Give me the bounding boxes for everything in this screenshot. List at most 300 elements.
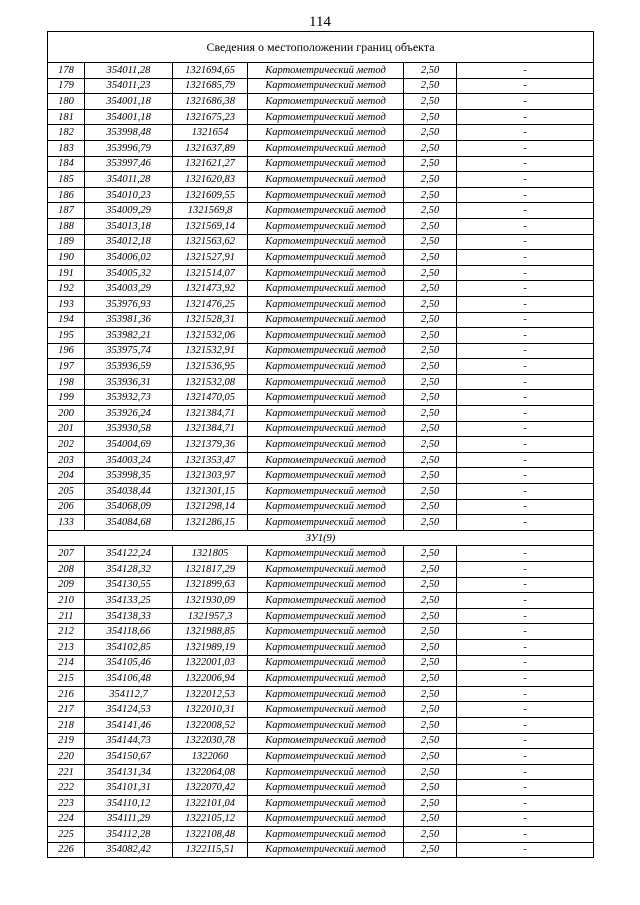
coord-y-cell: 1321527,91	[173, 250, 248, 266]
description-cell: -	[457, 624, 594, 640]
point-number-cell: 213	[48, 639, 85, 655]
coord-x-cell: 354004,69	[85, 437, 173, 453]
accuracy-cell: 2,50	[404, 733, 457, 749]
table-row	[48, 250, 594, 266]
method-cell: Картометрический метод	[248, 717, 404, 733]
point-number-cell: 211	[48, 608, 85, 624]
description-cell: -	[457, 63, 594, 79]
coord-x-cell: 353981,36	[85, 312, 173, 328]
table-row	[48, 94, 594, 110]
method-cell: Картометрический метод	[248, 577, 404, 593]
point-number-cell: 223	[48, 795, 85, 811]
accuracy-cell: 2,50	[404, 546, 457, 562]
description-cell: -	[457, 312, 594, 328]
coord-y-cell: 1321473,92	[173, 281, 248, 297]
coord-x-cell: 354124,53	[85, 702, 173, 718]
accuracy-cell: 2,50	[404, 250, 457, 266]
coord-y-cell: 1321569,14	[173, 218, 248, 234]
coord-y-cell: 1321563,62	[173, 234, 248, 250]
coord-x-cell: 354131,34	[85, 764, 173, 780]
method-cell: Картометрический метод	[248, 749, 404, 765]
description-cell: -	[457, 218, 594, 234]
accuracy-cell: 2,50	[404, 468, 457, 484]
table-row	[48, 749, 594, 765]
coord-y-cell: 1321536,95	[173, 359, 248, 375]
table-row	[48, 281, 594, 297]
method-cell: Картометрический метод	[248, 109, 404, 125]
table-title-row	[48, 32, 594, 63]
point-number-cell: 182	[48, 125, 85, 141]
coord-x-cell: 354001,18	[85, 109, 173, 125]
description-cell: -	[457, 203, 594, 219]
description-cell: -	[457, 827, 594, 843]
accuracy-cell: 2,50	[404, 125, 457, 141]
table-row	[48, 655, 594, 671]
coord-y-cell: 1321303,97	[173, 468, 248, 484]
coord-x-cell: 354011,28	[85, 63, 173, 79]
coord-x-cell: 354138,33	[85, 608, 173, 624]
method-cell: Картометрический метод	[248, 624, 404, 640]
point-number-cell: 179	[48, 78, 85, 94]
table-row	[48, 374, 594, 390]
point-number-cell: 180	[48, 94, 85, 110]
table-row	[48, 484, 594, 500]
coord-x-cell: 353936,59	[85, 359, 173, 375]
coord-y-cell: 1322001,03	[173, 655, 248, 671]
method-cell: Картометрический метод	[248, 328, 404, 344]
point-number-cell: 183	[48, 140, 85, 156]
coord-y-cell: 1321654	[173, 125, 248, 141]
point-number-cell: 203	[48, 452, 85, 468]
coord-y-cell: 1321476,25	[173, 296, 248, 312]
method-cell: Картометрический метод	[248, 468, 404, 484]
coord-x-cell: 353996,79	[85, 140, 173, 156]
description-cell: -	[457, 406, 594, 422]
accuracy-cell: 2,50	[404, 109, 457, 125]
table-row	[48, 78, 594, 94]
method-cell: Картометрический метод	[248, 655, 404, 671]
method-cell: Картометрический метод	[248, 593, 404, 609]
description-cell: -	[457, 842, 594, 858]
point-number-cell: 197	[48, 359, 85, 375]
coord-y-cell: 1322105,12	[173, 811, 248, 827]
method-cell: Картометрический метод	[248, 421, 404, 437]
accuracy-cell: 2,50	[404, 343, 457, 359]
method-cell: Картометрический метод	[248, 608, 404, 624]
method-cell: Картометрический метод	[248, 733, 404, 749]
coord-x-cell: 354068,09	[85, 499, 173, 515]
coord-x-cell: 354105,46	[85, 655, 173, 671]
accuracy-cell: 2,50	[404, 608, 457, 624]
coord-y-cell: 1321817,29	[173, 562, 248, 578]
coord-x-cell: 354001,18	[85, 94, 173, 110]
accuracy-cell: 2,50	[404, 655, 457, 671]
table-row	[48, 140, 594, 156]
table-row	[48, 312, 594, 328]
coord-y-cell: 1322064,08	[173, 764, 248, 780]
table-row	[48, 827, 594, 843]
table-row	[48, 764, 594, 780]
coord-y-cell: 1321609,55	[173, 187, 248, 203]
point-number-cell: 195	[48, 328, 85, 344]
point-number-cell: 186	[48, 187, 85, 203]
coord-x-cell: 353976,93	[85, 296, 173, 312]
coord-x-cell: 354010,23	[85, 187, 173, 203]
coord-y-cell: 1321685,79	[173, 78, 248, 94]
point-number-cell: 188	[48, 218, 85, 234]
method-cell: Картометрический метод	[248, 156, 404, 172]
accuracy-cell: 2,50	[404, 172, 457, 188]
point-number-cell: 198	[48, 374, 85, 390]
table-row	[48, 608, 594, 624]
method-cell: Картометрический метод	[248, 686, 404, 702]
method-cell: Картометрический метод	[248, 515, 404, 531]
accuracy-cell: 2,50	[404, 406, 457, 422]
coord-y-cell: 1321675,23	[173, 109, 248, 125]
description-cell: -	[457, 265, 594, 281]
coord-x-cell: 353997,46	[85, 156, 173, 172]
coord-y-cell: 1322070,42	[173, 780, 248, 796]
method-cell: Картометрический метод	[248, 639, 404, 655]
description-cell: -	[457, 172, 594, 188]
table-row	[48, 702, 594, 718]
description-cell: -	[457, 109, 594, 125]
accuracy-cell: 2,50	[404, 749, 457, 765]
point-number-cell: 216	[48, 686, 85, 702]
point-number-cell: 178	[48, 63, 85, 79]
point-number-cell: 181	[48, 109, 85, 125]
table-row	[48, 63, 594, 79]
coord-x-cell: 353936,31	[85, 374, 173, 390]
coord-x-cell: 354118,66	[85, 624, 173, 640]
method-cell: Картометрический метод	[248, 187, 404, 203]
method-cell: Картометрический метод	[248, 265, 404, 281]
point-number-cell: 214	[48, 655, 85, 671]
coord-y-cell: 1322008,52	[173, 717, 248, 733]
point-number-cell: 199	[48, 390, 85, 406]
coord-y-cell: 1322060	[173, 749, 248, 765]
accuracy-cell: 2,50	[404, 421, 457, 437]
boundary-coordinates-table	[47, 31, 594, 858]
description-cell: -	[457, 702, 594, 718]
table-row	[48, 515, 594, 531]
section-row	[48, 530, 594, 546]
point-number-cell: 204	[48, 468, 85, 484]
accuracy-cell: 2,50	[404, 94, 457, 110]
description-cell: -	[457, 764, 594, 780]
accuracy-cell: 2,50	[404, 281, 457, 297]
table-row	[48, 421, 594, 437]
point-number-cell: 218	[48, 717, 85, 733]
point-number-cell: 196	[48, 343, 85, 359]
method-cell: Картометрический метод	[248, 452, 404, 468]
accuracy-cell: 2,50	[404, 187, 457, 203]
description-cell: -	[457, 421, 594, 437]
coord-y-cell: 1322030,78	[173, 733, 248, 749]
coord-y-cell: 1321621,27	[173, 156, 248, 172]
method-cell: Картометрический метод	[248, 63, 404, 79]
accuracy-cell: 2,50	[404, 515, 457, 531]
point-number-cell: 184	[48, 156, 85, 172]
coord-x-cell: 353926,24	[85, 406, 173, 422]
point-number-cell: 201	[48, 421, 85, 437]
method-cell: Картометрический метод	[248, 250, 404, 266]
accuracy-cell: 2,50	[404, 671, 457, 687]
coord-x-cell: 353930,58	[85, 421, 173, 437]
description-cell: -	[457, 593, 594, 609]
method-cell: Картометрический метод	[248, 281, 404, 297]
table-row	[48, 468, 594, 484]
table-row	[48, 265, 594, 281]
description-cell: -	[457, 686, 594, 702]
method-cell: Картометрический метод	[248, 374, 404, 390]
description-cell: -	[457, 359, 594, 375]
table-row	[48, 156, 594, 172]
coord-x-cell: 354011,28	[85, 172, 173, 188]
section-label: ЗУ1(9)	[48, 530, 594, 546]
method-cell: Картометрический метод	[248, 390, 404, 406]
coord-y-cell: 1321988,85	[173, 624, 248, 640]
table-row	[48, 780, 594, 796]
accuracy-cell: 2,50	[404, 390, 457, 406]
point-number-cell: 220	[48, 749, 85, 765]
table-row	[48, 811, 594, 827]
table-row	[48, 406, 594, 422]
description-cell: -	[457, 468, 594, 484]
method-cell: Картометрический метод	[248, 671, 404, 687]
table-row	[48, 562, 594, 578]
point-number-cell: 205	[48, 484, 85, 500]
point-number-cell: 209	[48, 577, 85, 593]
point-number-cell: 133	[48, 515, 85, 531]
coord-x-cell: 354112,28	[85, 827, 173, 843]
coord-x-cell: 353975,74	[85, 343, 173, 359]
table-row	[48, 624, 594, 640]
accuracy-cell: 2,50	[404, 312, 457, 328]
coord-x-cell: 354101,31	[85, 780, 173, 796]
accuracy-cell: 2,50	[404, 842, 457, 858]
coord-y-cell: 1321379,36	[173, 437, 248, 453]
table-row	[48, 795, 594, 811]
point-number-cell: 191	[48, 265, 85, 281]
coord-x-cell: 354128,32	[85, 562, 173, 578]
point-number-cell: 215	[48, 671, 85, 687]
description-cell: -	[457, 749, 594, 765]
coord-y-cell: 1322108,48	[173, 827, 248, 843]
accuracy-cell: 2,50	[404, 484, 457, 500]
accuracy-cell: 2,50	[404, 624, 457, 640]
table-row	[48, 842, 594, 858]
accuracy-cell: 2,50	[404, 780, 457, 796]
method-cell: Картометрический метод	[248, 78, 404, 94]
coord-y-cell: 1322012,53	[173, 686, 248, 702]
coord-x-cell: 353982,21	[85, 328, 173, 344]
description-cell: -	[457, 562, 594, 578]
description-cell: -	[457, 733, 594, 749]
accuracy-cell: 2,50	[404, 795, 457, 811]
point-number-cell: 194	[48, 312, 85, 328]
method-cell: Картометрический метод	[248, 234, 404, 250]
point-number-cell: 222	[48, 780, 85, 796]
description-cell: -	[457, 328, 594, 344]
description-cell: -	[457, 437, 594, 453]
accuracy-cell: 2,50	[404, 296, 457, 312]
accuracy-cell: 2,50	[404, 156, 457, 172]
point-number-cell: 210	[48, 593, 85, 609]
description-cell: -	[457, 515, 594, 531]
coord-x-cell: 354122,24	[85, 546, 173, 562]
method-cell: Картометрический метод	[248, 437, 404, 453]
point-number-cell: 206	[48, 499, 85, 515]
coord-y-cell: 1321899,63	[173, 577, 248, 593]
description-cell: -	[457, 187, 594, 203]
description-cell: -	[457, 250, 594, 266]
method-cell: Картометрический метод	[248, 484, 404, 500]
coord-y-cell: 1321930,09	[173, 593, 248, 609]
table-row	[48, 733, 594, 749]
point-number-cell: 212	[48, 624, 85, 640]
point-number-cell: 221	[48, 764, 85, 780]
coord-x-cell: 354006,02	[85, 250, 173, 266]
point-number-cell: 200	[48, 406, 85, 422]
coord-x-cell: 353998,35	[85, 468, 173, 484]
coord-y-cell: 1321569,8	[173, 203, 248, 219]
table-row	[48, 125, 594, 141]
description-cell: -	[457, 484, 594, 500]
coord-x-cell: 354133,25	[85, 593, 173, 609]
coord-x-cell: 354111,29	[85, 811, 173, 827]
point-number-cell: 189	[48, 234, 85, 250]
table-row	[48, 296, 594, 312]
method-cell: Картометрический метод	[248, 296, 404, 312]
table-row	[48, 234, 594, 250]
description-cell: -	[457, 343, 594, 359]
coord-y-cell: 1321637,89	[173, 140, 248, 156]
point-number-cell: 219	[48, 733, 85, 749]
point-number-cell: 224	[48, 811, 85, 827]
coord-y-cell: 1322115,51	[173, 842, 248, 858]
method-cell: Картометрический метод	[248, 780, 404, 796]
description-cell: -	[457, 577, 594, 593]
coord-y-cell: 1321686,38	[173, 94, 248, 110]
description-cell: -	[457, 390, 594, 406]
coord-x-cell: 354150,67	[85, 749, 173, 765]
method-cell: Картометрический метод	[248, 499, 404, 515]
page-number: 114	[309, 14, 331, 30]
accuracy-cell: 2,50	[404, 639, 457, 655]
coord-x-cell: 354013,18	[85, 218, 173, 234]
coord-x-cell: 354082,42	[85, 842, 173, 858]
coord-y-cell: 1321957,3	[173, 608, 248, 624]
table-row	[48, 343, 594, 359]
point-number-cell: 190	[48, 250, 85, 266]
method-cell: Картометрический метод	[248, 359, 404, 375]
point-number-cell: 185	[48, 172, 85, 188]
coord-x-cell: 354102,85	[85, 639, 173, 655]
description-cell: -	[457, 499, 594, 515]
method-cell: Картометрический метод	[248, 827, 404, 843]
coord-x-cell: 354112,7	[85, 686, 173, 702]
method-cell: Картометрический метод	[248, 94, 404, 110]
table-row	[48, 218, 594, 234]
method-cell: Картометрический метод	[248, 172, 404, 188]
coord-x-cell: 354011,23	[85, 78, 173, 94]
coord-y-cell: 1321298,14	[173, 499, 248, 515]
coord-y-cell: 1321694,65	[173, 63, 248, 79]
accuracy-cell: 2,50	[404, 686, 457, 702]
accuracy-cell: 2,50	[404, 827, 457, 843]
coord-x-cell: 354106,48	[85, 671, 173, 687]
method-cell: Картометрический метод	[248, 125, 404, 141]
coord-x-cell: 354130,55	[85, 577, 173, 593]
coord-x-cell: 354038,44	[85, 484, 173, 500]
coord-y-cell: 1321384,71	[173, 421, 248, 437]
description-cell: -	[457, 717, 594, 733]
table-row	[48, 671, 594, 687]
coord-y-cell: 1322006,94	[173, 671, 248, 687]
coord-y-cell: 1321532,08	[173, 374, 248, 390]
description-cell: -	[457, 374, 594, 390]
coord-y-cell: 1321514,07	[173, 265, 248, 281]
description-cell: -	[457, 94, 594, 110]
point-number-cell: 225	[48, 827, 85, 843]
table-row	[48, 593, 594, 609]
method-cell: Картометрический метод	[248, 343, 404, 359]
table-row	[48, 452, 594, 468]
accuracy-cell: 2,50	[404, 218, 457, 234]
table-row	[48, 328, 594, 344]
point-number-cell: 192	[48, 281, 85, 297]
table-row	[48, 499, 594, 515]
description-cell: -	[457, 639, 594, 655]
coord-x-cell: 354110,12	[85, 795, 173, 811]
accuracy-cell: 2,50	[404, 717, 457, 733]
table-row	[48, 577, 594, 593]
method-cell: Картометрический метод	[248, 764, 404, 780]
coord-y-cell: 1321532,91	[173, 343, 248, 359]
table-row	[48, 437, 594, 453]
method-cell: Картометрический метод	[248, 562, 404, 578]
coord-x-cell: 354003,29	[85, 281, 173, 297]
description-cell: -	[457, 546, 594, 562]
method-cell: Картометрический метод	[248, 406, 404, 422]
description-cell: -	[457, 156, 594, 172]
point-number-cell: 226	[48, 842, 85, 858]
accuracy-cell: 2,50	[404, 63, 457, 79]
accuracy-cell: 2,50	[404, 78, 457, 94]
method-cell: Картометрический метод	[248, 546, 404, 562]
table-row	[48, 172, 594, 188]
accuracy-cell: 2,50	[404, 702, 457, 718]
method-cell: Картометрический метод	[248, 702, 404, 718]
description-cell: -	[457, 78, 594, 94]
description-cell: -	[457, 296, 594, 312]
coord-y-cell: 1321805	[173, 546, 248, 562]
description-cell: -	[457, 452, 594, 468]
accuracy-cell: 2,50	[404, 203, 457, 219]
accuracy-cell: 2,50	[404, 234, 457, 250]
coord-y-cell: 1321528,31	[173, 312, 248, 328]
description-cell: -	[457, 811, 594, 827]
coord-x-cell: 354003,24	[85, 452, 173, 468]
point-number-cell: 193	[48, 296, 85, 312]
coord-x-cell: 353998,48	[85, 125, 173, 141]
method-cell: Картометрический метод	[248, 795, 404, 811]
table-row	[48, 639, 594, 655]
table-row	[48, 546, 594, 562]
description-cell: -	[457, 140, 594, 156]
table-title: Сведения о местоположении границ объекта	[48, 32, 594, 63]
